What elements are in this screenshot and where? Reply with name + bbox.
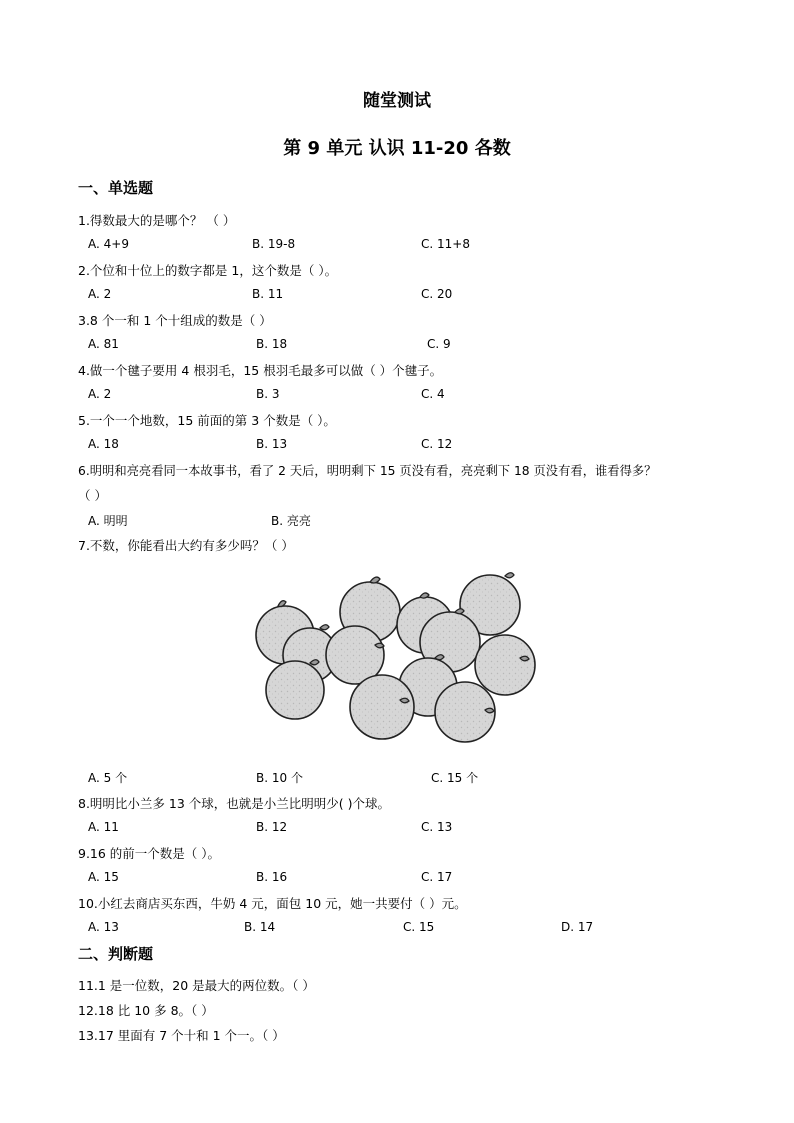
q5-option-c: C. 12 (421, 437, 453, 451)
question-1: 1.得数最大的是哪个？ （ ） (78, 213, 236, 228)
question-11: 11.1 是一位数，20 是最大的两位数。（ ） (78, 978, 315, 993)
q3-option-b: B. 18 (256, 337, 288, 351)
q7-option-c: C. 15 个 (431, 771, 479, 785)
unit-subtitle: 第 9 单元 认识 11-20 各数 (283, 138, 511, 159)
section-single-choice: 一、单选题 (78, 179, 154, 197)
question-3: 3.8 个一和 1 个十组成的数是（ ） (78, 313, 272, 328)
apple-11 (350, 675, 414, 739)
apple-12 (435, 682, 495, 742)
q10-option-b: B. 14 (244, 920, 276, 934)
q5-option-b: B. 13 (256, 437, 288, 451)
q10-option-a: A. 13 (88, 920, 119, 934)
question-10: 10.小红去商店买东西，牛奶 4 元，面包 10 元，她一共要付（ ）元。 (78, 896, 467, 911)
question-7: 7.不数，你能看出大约有多少吗？（ ） (78, 538, 294, 553)
apple-9 (266, 661, 324, 719)
q2-option-a: A. 2 (88, 287, 112, 301)
question-4: 4.做一个毽子要用 4 根羽毛，15 根羽毛最多可以做（ ）个毽子。 (78, 363, 443, 378)
question-8: 8.明明比小兰多 13 个球，也就是小兰比明明少( )个球。 (78, 796, 391, 811)
question-12: 12.18 比 10 多 8。（ ） (78, 1003, 214, 1018)
q6-option-a: A. 明明 (88, 514, 128, 528)
apple-8 (475, 635, 535, 695)
q1-option-a: A. 4+9 (88, 237, 129, 251)
q9-option-b: B. 16 (256, 870, 288, 884)
q3-option-c: C. 9 (427, 337, 451, 351)
q4-option-a: A. 2 (88, 387, 112, 401)
q1-option-b: B. 19-8 (252, 237, 296, 251)
question-9: 9.16 的前一个数是（ ）。 (78, 846, 221, 861)
q4-option-b: B. 3 (256, 387, 280, 401)
q10-option-d: D. 17 (561, 920, 594, 934)
q1-option-c: C. 11+8 (421, 237, 470, 251)
q7-option-b: B. 10 个 (256, 771, 303, 785)
question-5: 5.一个一个地数，15 前面的第 3 个数是（ ）。 (78, 413, 336, 428)
apples-illustration (250, 570, 550, 750)
question-13: 13.17 里面有 7 个十和 1 个一。（ ） (78, 1028, 285, 1043)
q8-option-c: C. 13 (421, 820, 453, 834)
q9-option-c: C. 17 (421, 870, 453, 884)
q3-option-a: A. 81 (88, 337, 119, 351)
q5-option-a: A. 18 (88, 437, 119, 451)
question-6: 6.明明和亮亮看同一本故事书，看了 2 天后，明明剩下 15 页没有看，亮亮剩下 18 页没有看，谁看得多？ (78, 464, 657, 478)
question-6-blank: （ ） (78, 488, 107, 503)
page-title: 随堂测试 (363, 91, 431, 111)
q7-option-a: A. 5 个 (88, 771, 128, 785)
q4-option-c: C. 4 (421, 387, 445, 401)
q8-option-a: A. 11 (88, 820, 119, 834)
section-true-false: 二、判断题 (78, 945, 154, 963)
q10-option-c: C. 15 (403, 920, 435, 934)
q2-option-b: B. 11 (252, 287, 284, 301)
q8-option-b: B. 12 (256, 820, 288, 834)
question-2: 2.个位和十位上的数字都是 1，这个数是（ ）。 (78, 263, 338, 278)
q9-option-a: A. 15 (88, 870, 119, 884)
q6-option-b: B. 亮亮 (271, 514, 311, 528)
q2-option-c: C. 20 (421, 287, 453, 301)
